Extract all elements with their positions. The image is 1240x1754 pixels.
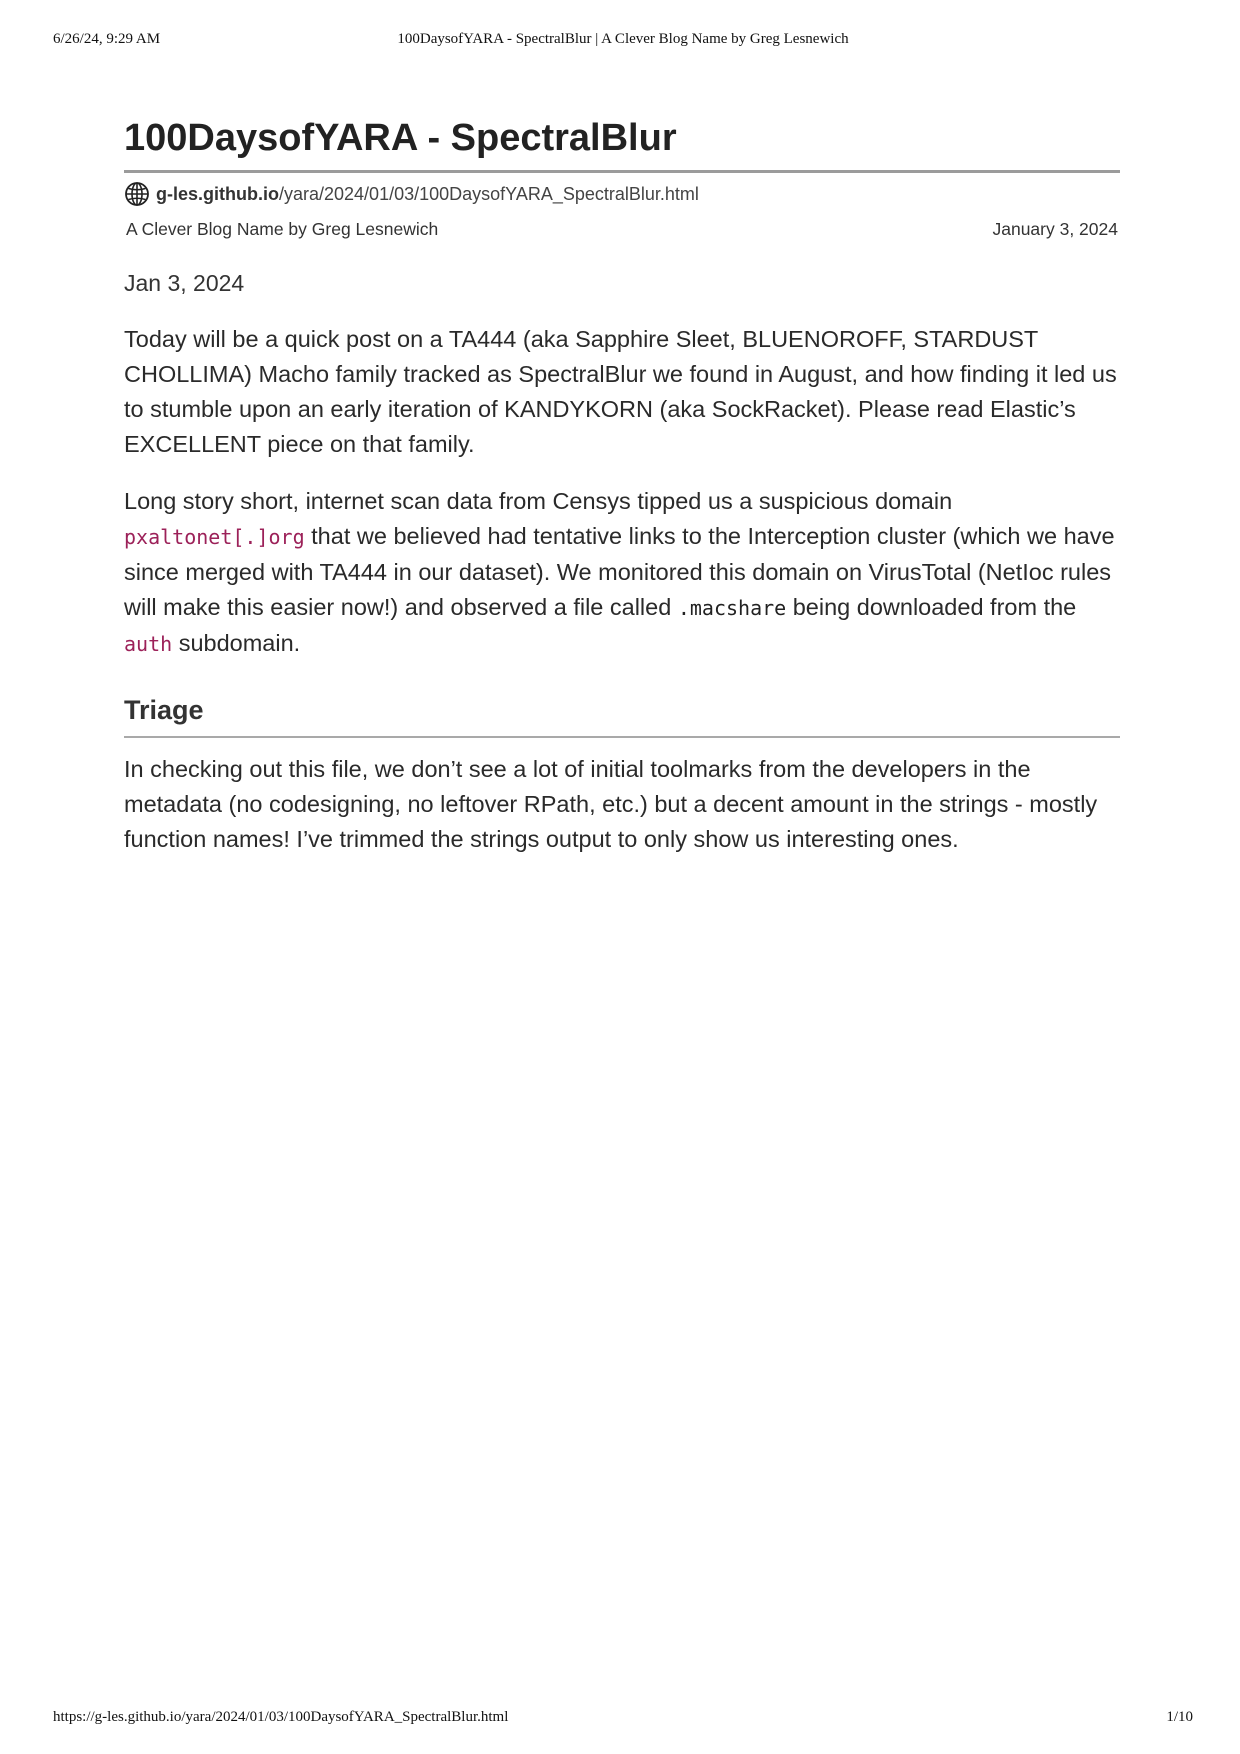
globe-icon: [124, 181, 150, 207]
article-title: 100DaysofYARA - SpectralBlur: [124, 112, 1120, 173]
print-timestamp: 6/26/24, 9:29 AM: [53, 31, 161, 47]
section-heading-triage: Triage: [124, 690, 1120, 738]
source-path: /yara/2024/01/03/100DaysofYARA_SpectralBlur.html: [279, 183, 699, 204]
paragraph-text: Long story short, internet scan data from Censys tipped us a suspicious domain: [124, 488, 953, 514]
print-url: https://g-les.github.io/yara/2024/01/03/100DaysofYARA_SpectralBlur.html: [53, 1709, 509, 1725]
paragraph-text: that we believed had tentative links to the Interception cluster (which we have since merged with TA444 in our dataset). We monitored this domain on VirusTotal (NetIoc rules will make this easier now!) and observed a file called: [124, 523, 1115, 620]
print-header: [53, 31, 1193, 51]
source-link[interactable]: [124, 181, 1120, 207]
site-name: A Clever Blog Name by Greg Lesnewich: [126, 219, 439, 239]
source-host: g-les.github.io: [156, 183, 279, 204]
inline-code-subdomain: auth: [124, 632, 173, 656]
byline: [124, 219, 1120, 243]
print-footer: [53, 1709, 1193, 1729]
inline-code-domain: pxaltonet[.]org: [124, 525, 305, 549]
paragraph-text: subdomain.: [172, 630, 301, 656]
print-page-title: 100DaysofYARA - SpectralBlur | A Clever Blog Name by Greg Lesnewich: [397, 31, 849, 47]
intro-paragraph: Today will be a quick post on a TA444 (aka Sapphire Sleet, BLUENOROFF, STARDUST CHOLLIMA) Macho family tracked as SpectralBlur we found in August, and how finding it led us to stumble upon an early iteration of KANDYKORN (aka SockRacket). Please read Elastic’s EXCELLENT piece on that family.: [124, 326, 1117, 457]
post-date: Jan 3, 2024: [124, 270, 245, 296]
triage-paragraph: In checking out this file, we don’t see a lot of initial toolmarks from the developers in the metadata (no codesigning, no leftover RPath, etc.) but a decent amount in the strings - mostly function names! I’ve trimmed the strings output to only show us interesting ones.: [124, 756, 1098, 852]
article: [124, 112, 1120, 857]
paragraph-text: being downloaded from the: [786, 594, 1077, 620]
print-page-number: 1/10: [1166, 1709, 1193, 1725]
inline-code-filename: .macshare: [677, 596, 787, 620]
censys-paragraph: [124, 484, 1120, 662]
published-date: January 3, 2024: [992, 219, 1118, 239]
